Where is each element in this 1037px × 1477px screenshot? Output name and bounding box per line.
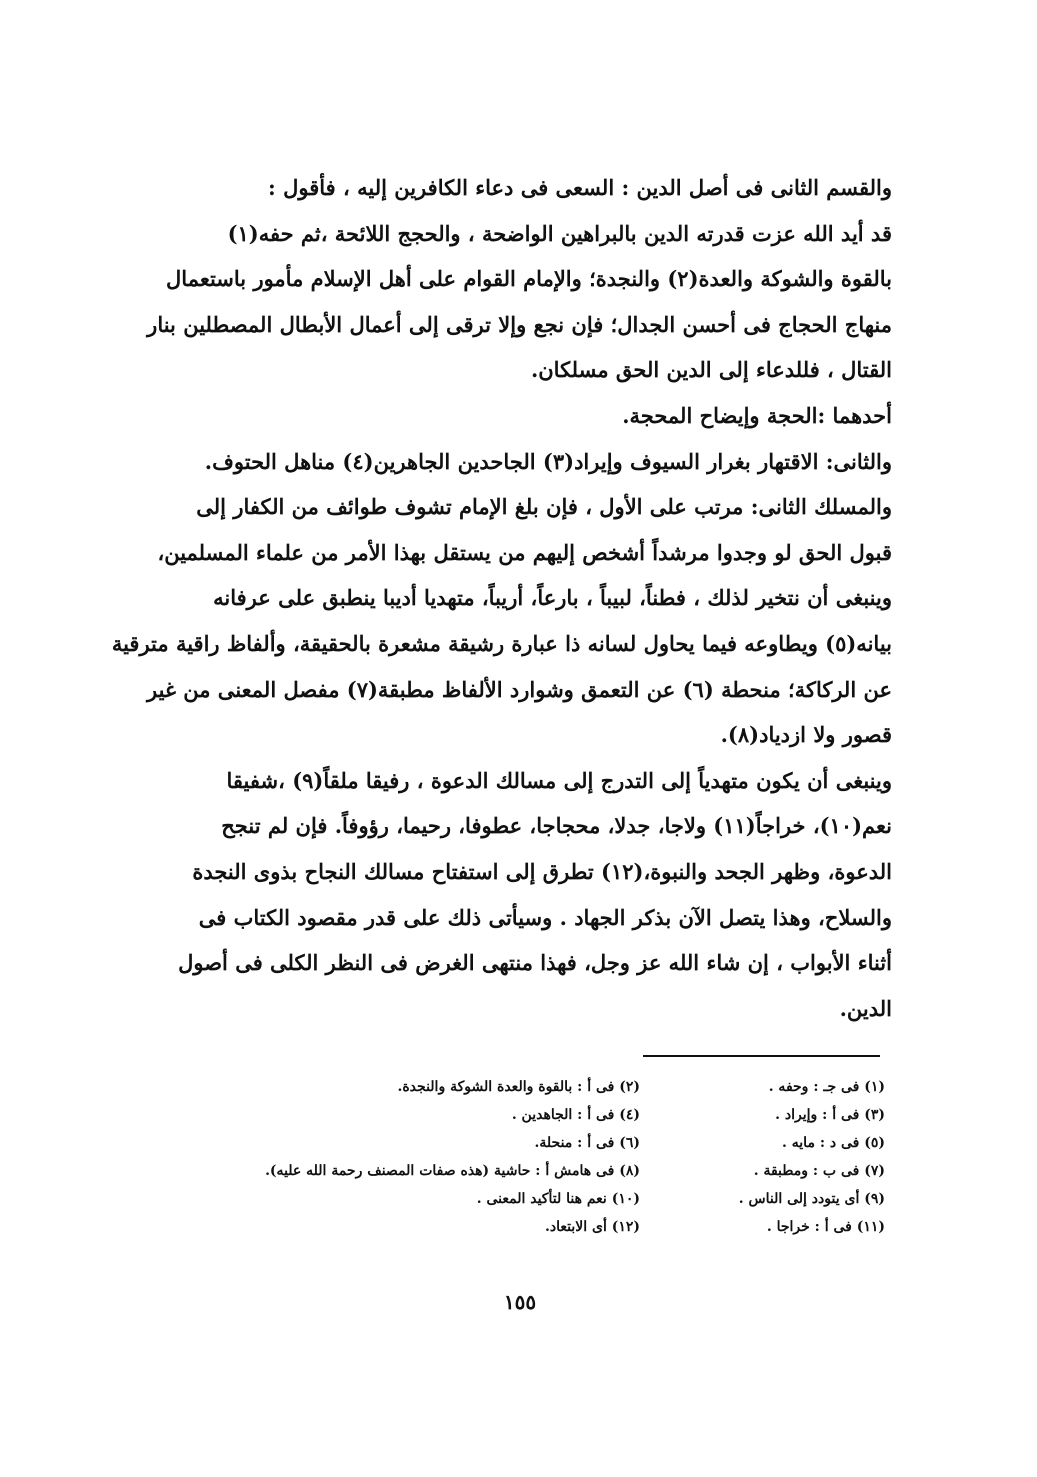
text-line: القتال ، فللدعاء إلى الدين الحق مسلكان. bbox=[530, 357, 892, 383]
footnote-item: (٦) فى أ : منحلة. bbox=[534, 1135, 640, 1151]
footnote-item: (٥) فى د : مايه . bbox=[782, 1135, 885, 1151]
text-line: عن الركاكة؛ منحطة (٦) عن التعمق وشوارد الألفاظ مطبقة(٧) مفصل المعنى من غير bbox=[147, 676, 892, 702]
footnotes bbox=[240, 1073, 885, 1241]
text-line: منهاج الحجاج فى أحسن الجدال؛ فإن نجع وإلا ترقى إلى أعمال الأبطال المصطلين بنار bbox=[147, 311, 892, 337]
main-text bbox=[111, 165, 892, 1031]
footnote-row bbox=[240, 1129, 885, 1157]
text-line: الدعوة، وظهر الجحد والنبوة،(١٢) تطرق إلى استفتاح مسالك النجاح بذوى النجدة bbox=[192, 858, 892, 884]
footnote-row bbox=[240, 1157, 885, 1185]
footnote-item: (٤) فى أ : الجاهدين . bbox=[511, 1107, 640, 1123]
footnote-item: (٣) فى أ : وإيراد . bbox=[775, 1107, 885, 1123]
text-line: أحدهما :الحجة وإيضاح المحجة. bbox=[622, 402, 892, 428]
text-line: وينبغى أن نتخير لذلك ، فطناً، لبيباً ، بارعاً، أريباً، متهديا أديبا ينطبق على عرفانه bbox=[213, 585, 892, 611]
footnote-item: (٧) فى ب : ومطبقة . bbox=[753, 1163, 885, 1179]
text-line: بيانه(٥) ويطاوعه فيما يحاول لسانه ذا عبارة رشيقة مشعرة بالحقيقة، وألفاظ راقية مترقية bbox=[111, 630, 892, 656]
text-line: بالقوة والشوكة والعدة(٢) والنجدة؛ والإمام القوام على أهل الإسلام مأمور باستعمال bbox=[166, 266, 892, 292]
page-number: ١٥٥ bbox=[503, 1290, 537, 1314]
footnote-item: (٩) أى يتودد إلى الناس . bbox=[738, 1191, 885, 1207]
text-line: والمسلك الثانى: مرتب على الأول ، فإن بلغ الإمام تشوف طوائف من الكفار إلى bbox=[196, 494, 892, 520]
text-line: الدين. bbox=[839, 995, 892, 1021]
footnote-item: (١٠) نعم هنا لتأكيد المعنى . bbox=[476, 1191, 640, 1207]
text-line: قبول الحق لو وجدوا مرشداً أشخص إليهم من يستقل بهذا الأمر من علماء المسلمين، bbox=[157, 539, 892, 565]
text-line: أثناء الأبواب ، إن شاء الله عز وجل، فهذا منتهى الغرض فى النظر الكلى فى أصول bbox=[178, 950, 892, 976]
footnote-item: (١١) فى أ : خراجا . bbox=[766, 1219, 885, 1235]
text-line: والقسم الثانى فى أصل الدين : السعى فى دعاء الكافرين إليه ، فأقول : bbox=[268, 175, 892, 200]
text-line: قد أيد الله عزت قدرته الدين بالبراهين الواضحة ، والحجج اللائحة ،ثم حفه(١) bbox=[227, 220, 892, 246]
footnote-row bbox=[240, 1101, 885, 1129]
text-line: والثانى: الاقتهار بغرار السيوف وإيراد(٣) الجاحدين الجاهرين(٤) مناهل الحتوف. bbox=[204, 448, 892, 474]
footnote-item: (١٢) أى الابتعاد. bbox=[544, 1219, 640, 1235]
footnote-row bbox=[240, 1185, 885, 1213]
footnote-item: (٢) فى أ : بالقوة والعدة الشوكة والنجدة. bbox=[397, 1079, 640, 1095]
footnote-item: (١) فى جـ : وحفه . bbox=[768, 1079, 885, 1095]
text-line: نعم(١٠)، خراجاً(١١) ولاجا، جدلا، محجاجا، عطوفا، رحيما، رؤوفاً. فإن لم تنجح bbox=[221, 813, 892, 839]
text-line: قصور ولا ازدياد(٨). bbox=[720, 722, 892, 748]
footnote-divider bbox=[643, 1055, 880, 1057]
footnote-row bbox=[240, 1073, 885, 1101]
text-line: وينبغى أن يكون متهدياً إلى التدرج إلى مسالك الدعوة ، رفيقا ملقاً(٩) ،شفيقا bbox=[226, 767, 892, 793]
footnote-item: (٨) فى هامش أ : حاشية (هذه صفات المصنف رحمة الله عليه). bbox=[265, 1163, 640, 1179]
text-line: والسلاح، وهذا يتصل الآن بذكر الجهاد . وسيأتى ذلك على قدر مقصود الكتاب فى bbox=[198, 904, 892, 930]
footnote-row bbox=[240, 1213, 885, 1241]
